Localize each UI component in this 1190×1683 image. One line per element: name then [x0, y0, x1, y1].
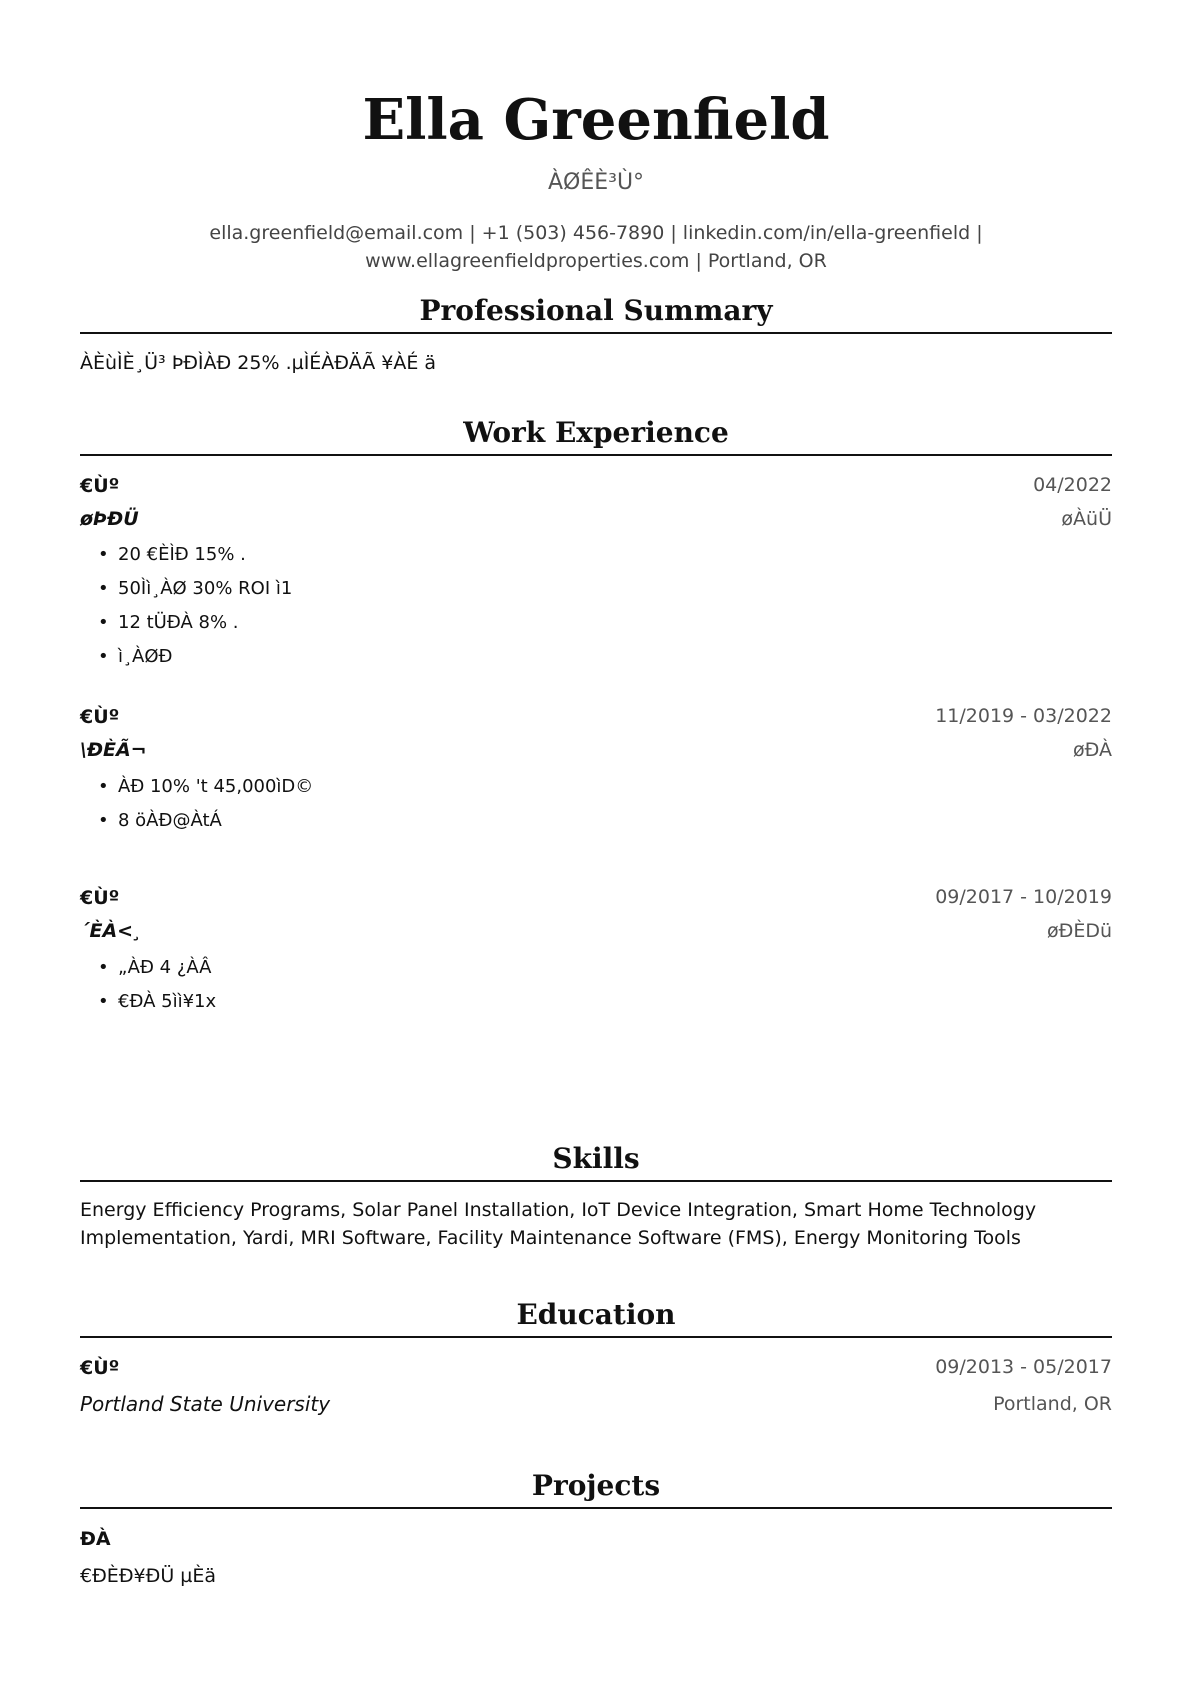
education-date: 09/2013 - 05/2017 [935, 1356, 1112, 1378]
project-description: €ÐÈÐ¥ÐÜ µÈä [80, 1565, 217, 1587]
skills-line-2: Implementation, Yardi, MRI Software, Facility Maintenance Software (FMS), Energy Monitoring Tools [80, 1227, 1021, 1249]
job-company: ´ÈÀ<¸ [80, 920, 143, 942]
education-location: Portland, OR [993, 1393, 1112, 1415]
job-company: \ÐÈÃ¬ [80, 739, 147, 761]
job-company: øÞÐÜ [80, 508, 139, 530]
contact-info [80, 219, 1112, 275]
list-item: • 12 tÜÐÀ 8% . [118, 606, 1118, 640]
summary-text: ÀÈùÌÈ¸Ü³ ÞÐÌÀÐ 25% .µÌÉÀÐÄÃ ¥ÀÉ ä [80, 352, 437, 374]
candidate-name: Ella Greenfield [362, 87, 830, 153]
contact-line-1: ella.greenfield@email.com | +1 (503) 456-7890 | linkedin.com/in/ella-greenfield | [209, 222, 983, 244]
list-item: • 8 öÀÐ@ÀtÁ [118, 804, 1118, 838]
job-location: øÀüÜ [1061, 508, 1112, 530]
job-date: 04/2022 [1033, 474, 1112, 496]
projects-heading: Projects [80, 1467, 1112, 1509]
job-date: 09/2017 - 10/2019 [935, 886, 1112, 908]
job-bullets [80, 951, 1118, 1019]
education-school: Portland State University [80, 1392, 331, 1416]
skills-line-1: Energy Efficiency Programs, Solar Panel Installation, IoT Device Integration, Smart Home Technology [80, 1199, 1037, 1221]
job-location: øÐÈDü [1046, 920, 1112, 942]
contact-line-2: www.ellagreenfieldproperties.com | Portland, OR [365, 250, 827, 272]
job-bullets [80, 538, 1118, 674]
candidate-title: ÀØÊÈ³Ù° [547, 170, 645, 195]
project-title: ÐÀ [80, 1528, 111, 1550]
experience-heading: Work Experience [80, 414, 1112, 456]
education-heading: Education [80, 1296, 1112, 1338]
job-location: øÐÀ [1072, 739, 1112, 761]
list-item: • 50Ìì¸ÀØ 30% ROI ì1 [118, 572, 1118, 606]
list-item: • ì¸ÀØÐ [118, 640, 1118, 674]
skills-heading: Skills [80, 1140, 1112, 1182]
job-title: €Ùº [80, 475, 120, 497]
list-item: • ÀÐ 10% 't 45,000ìD© [118, 770, 1118, 804]
job-title: €Ùº [80, 706, 120, 728]
skills-text [80, 1196, 1112, 1252]
list-item: • 20 €ÈÌÐ 15% . [118, 538, 1118, 572]
job-date: 11/2019 - 03/2022 [935, 705, 1112, 727]
summary-heading: Professional Summary [80, 292, 1112, 334]
job-title: €Ùº [80, 887, 120, 909]
list-item: • „ÀÐ 4 ¿ÀÂ [118, 951, 1118, 985]
education-degree: €Ùº [80, 1357, 120, 1379]
list-item: • €ÐÀ 5ìì¥1x [118, 985, 1118, 1019]
job-bullets [80, 770, 1118, 838]
